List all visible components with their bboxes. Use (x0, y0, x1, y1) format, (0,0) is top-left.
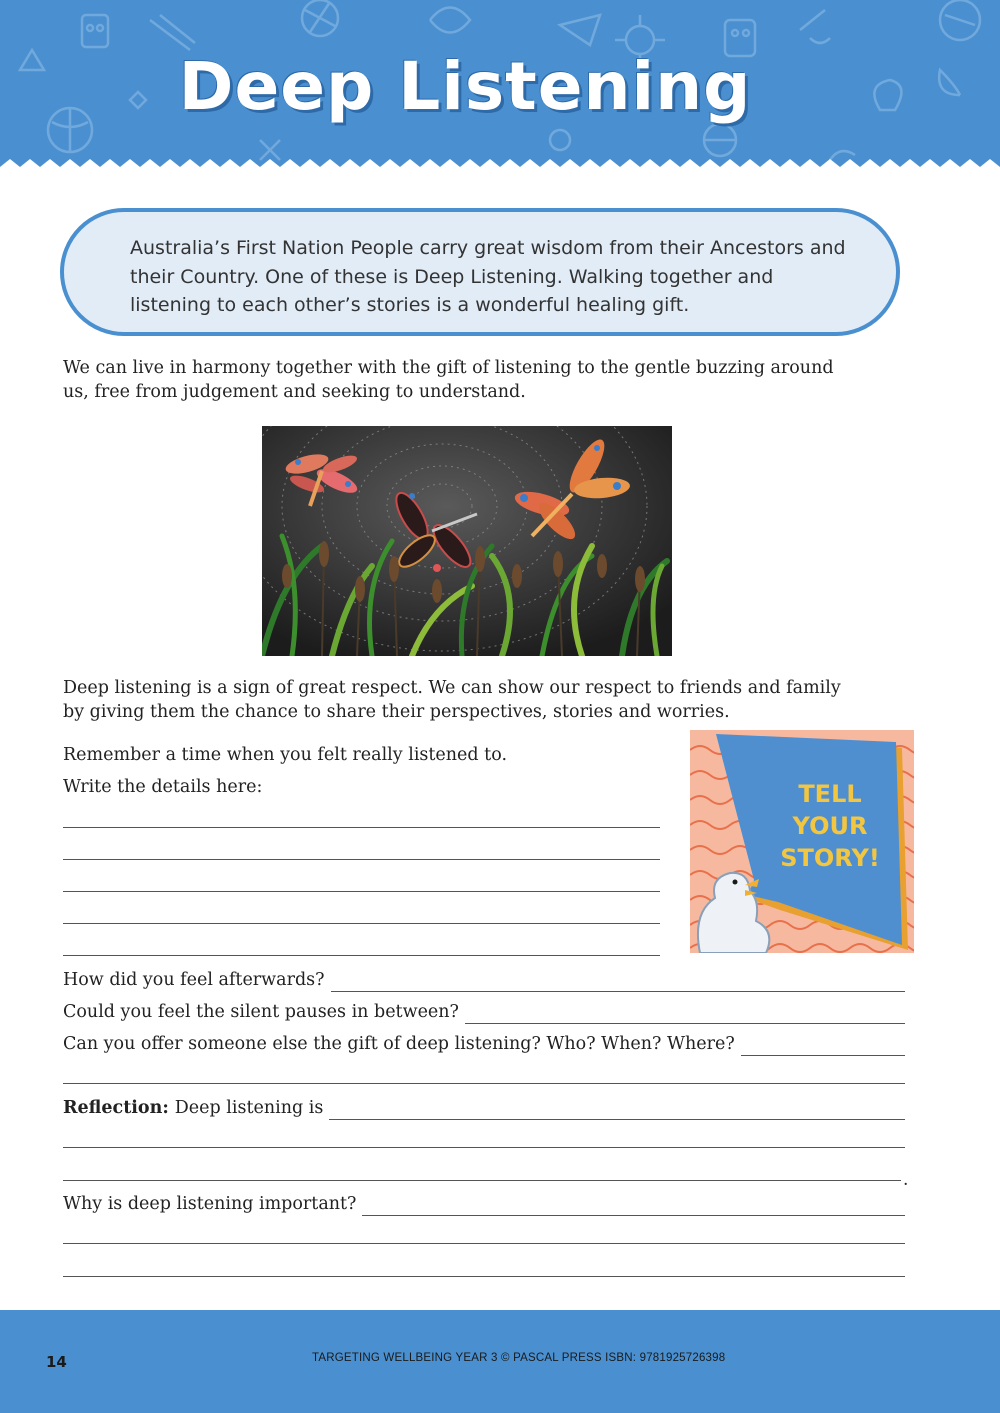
dragonfly-illustration (262, 426, 672, 656)
answer-line-offer-gift[interactable] (741, 1038, 905, 1056)
answer-line-offer-gift-2[interactable] (63, 1083, 905, 1084)
answer-line-why-important[interactable] (362, 1198, 905, 1216)
writing-line-5[interactable] (63, 955, 660, 956)
answer-line-why-important-3[interactable] (63, 1276, 905, 1277)
page-number: 14 (46, 1353, 67, 1371)
answer-line-reflection[interactable] (329, 1102, 905, 1120)
question-silent-pauses (63, 1000, 905, 1024)
writing-line-1[interactable] (63, 827, 660, 828)
question-offer-gift (63, 1032, 905, 1056)
answer-line-reflection-2[interactable] (63, 1147, 905, 1148)
writing-line-2[interactable] (63, 859, 660, 860)
reflection-label: Reflection: (63, 1098, 169, 1118)
writing-line-4[interactable] (63, 923, 660, 924)
zigzag-edge (0, 155, 1000, 175)
paragraph-harmony: We can live in harmony together with the gift of listening to the gentle buzzing around us, free from judgement and seeking to understand. (63, 358, 834, 402)
reflection-period: . (903, 1170, 909, 1190)
page-title: Deep Listening (178, 48, 752, 125)
question-feel-afterwards-label: How did you feel afterwards? (63, 970, 325, 990)
question-feel-afterwards (63, 968, 905, 992)
writing-line-3[interactable] (63, 891, 660, 892)
question-why-important (63, 1192, 905, 1216)
tell-your-story-graphic (690, 730, 914, 953)
answer-line-why-important-2[interactable] (63, 1243, 905, 1244)
reflection-row (63, 1096, 905, 1120)
question-why-important-label: Why is deep listening important? (63, 1194, 357, 1214)
prompt-write-details: Write the details here: (63, 777, 263, 797)
story-word-3: STORY! (780, 844, 880, 872)
answer-line-feel-afterwards[interactable] (331, 974, 905, 992)
footer-credit: TARGETING WELLBEING YEAR 3 © PASCAL PRESS ISBN: 9781925726398 (312, 1352, 726, 1364)
intro-callout (60, 208, 900, 336)
answer-line-reflection-3[interactable] (63, 1180, 901, 1181)
prompt-remember: Remember a time when you felt really listened to. (63, 745, 508, 765)
paragraph-respect: Deep listening is a sign of great respect. We can show our respect to friends and family by giving them the chance to share their perspectives, stories and worries. (63, 678, 841, 722)
question-silent-pauses-label: Could you feel the silent pauses in between? (63, 1002, 459, 1022)
reflection-text: Deep listening is (174, 1098, 324, 1118)
story-word-1: TELL (798, 780, 862, 808)
intro-text: Australia’s First Nation People carry great wisdom from their Ancestors and their Country. One of these is Deep Listening. Walking together and listening to each other’s stories is a wonderful healing gift. (130, 237, 846, 316)
story-word-2: YOUR (792, 812, 868, 840)
answer-line-silent-pauses[interactable] (465, 1006, 905, 1024)
question-offer-gift-label: Can you offer someone else the gift of deep listening? Who? When? Where? (63, 1034, 735, 1054)
